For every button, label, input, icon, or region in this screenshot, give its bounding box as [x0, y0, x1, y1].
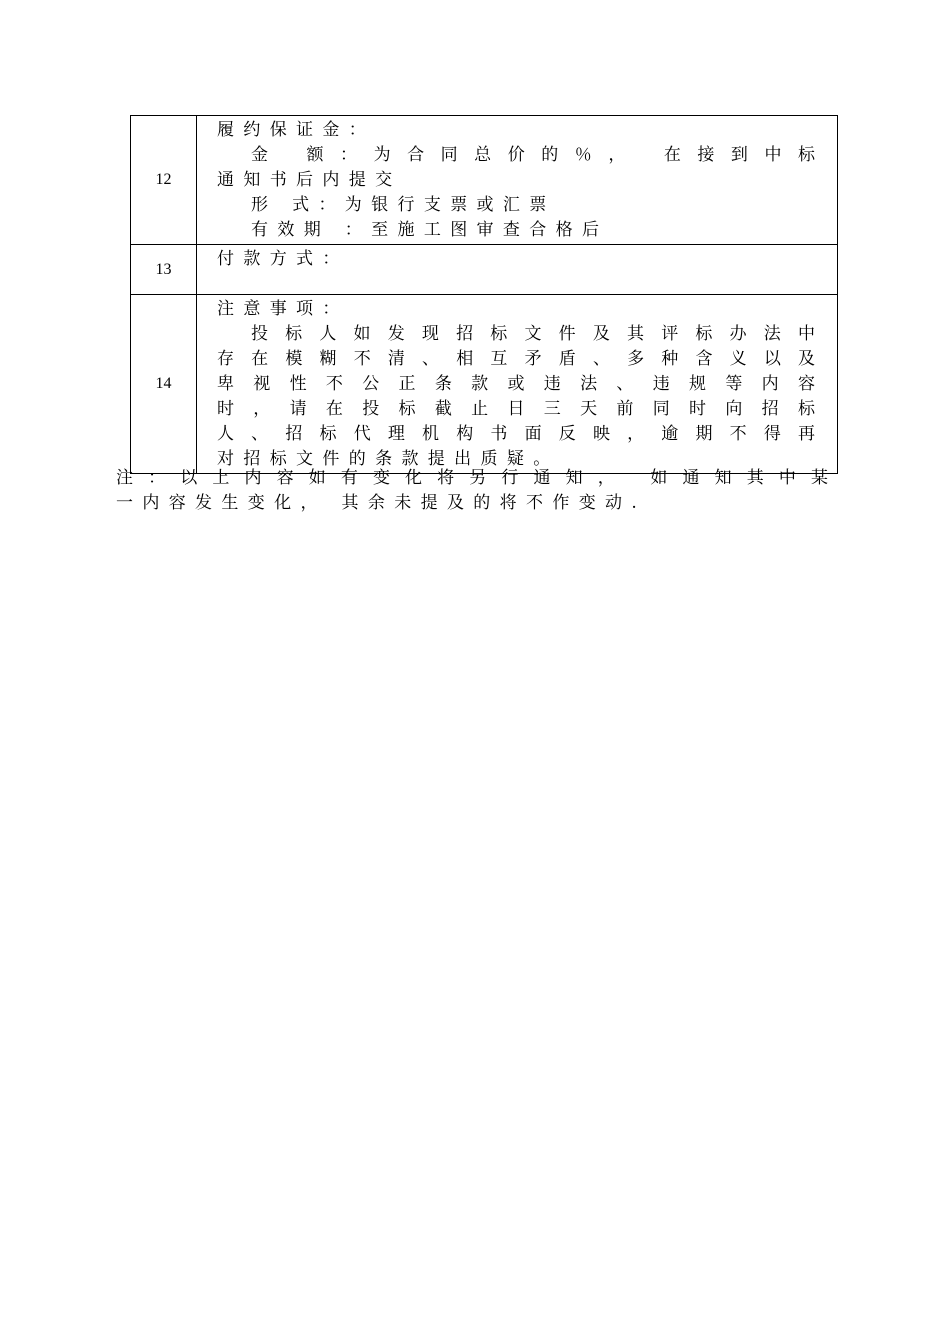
text-line: 存在模糊不清、相互矛盾、多种含义以及 [217, 349, 815, 369]
footnote-line: 注：以上内容如有变化将另行通知， 如通知其中某 [116, 468, 828, 488]
footnote-line: 一内容发生变化， 其余未提及的将不作变动. [116, 493, 647, 513]
table-row [131, 245, 838, 295]
text-line: 卑视性不公正条款或违法、违规等内容 [217, 374, 815, 394]
text-line: 人、招标代理机构书面反映，逾期不得再 [217, 424, 815, 444]
row-content [197, 295, 838, 474]
text-line: 投标人如发现招标文件及其评标办法中 [251, 324, 815, 344]
row-content [197, 245, 838, 295]
text-line: 形 式：为银行支票或汇票 [251, 195, 556, 215]
text-line: 金 额：为合同总价的％， 在接到中标 [251, 145, 815, 165]
table-row [131, 295, 838, 474]
row-content [197, 116, 838, 245]
text-line: 时，请在投标截止日三天前同时向招标 [217, 399, 815, 419]
text-line: 付款方式： [217, 249, 349, 269]
text-line: 有效期 ：至施工图审查合格后 [251, 220, 609, 240]
table-row [131, 116, 838, 245]
text-line: 对招标文件的条款提出质疑。 [217, 449, 560, 469]
text-line: 履约保证金： [217, 120, 376, 140]
row-number: 12 [131, 116, 197, 245]
row-number: 14 [131, 295, 197, 474]
bid-terms-table [130, 115, 838, 474]
row-number: 13 [131, 245, 197, 295]
text-line: 注意事项： [217, 299, 349, 319]
footnote [116, 466, 828, 516]
text-line: 通知书后内提交 [217, 170, 402, 190]
